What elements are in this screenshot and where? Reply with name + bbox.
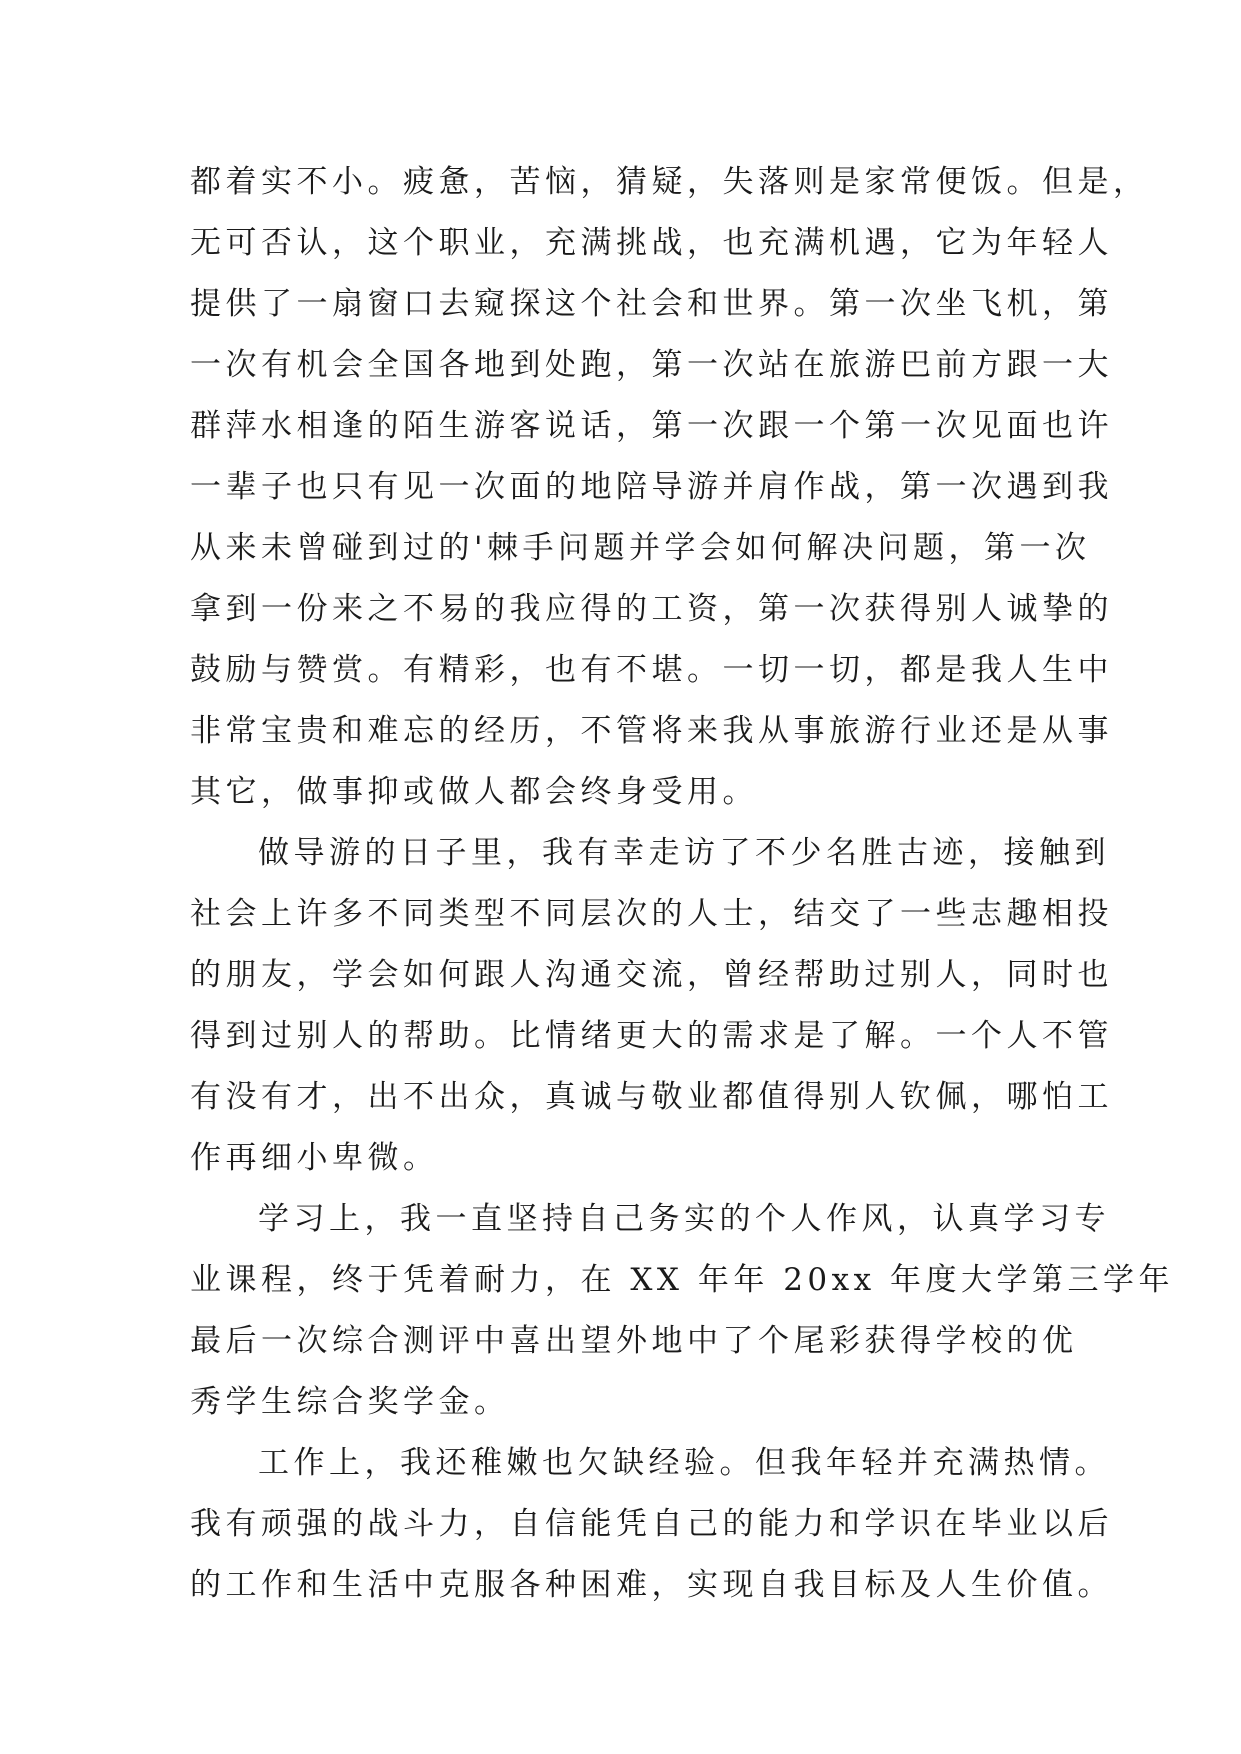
text-line: 群萍水相逢的陌生游客说话，第一次跟一个第一次见面也许 bbox=[190, 408, 1113, 444]
paragraph-start-line: 工作上，我还稚嫩也欠缺经验。但我年轻并充满热情。 bbox=[258, 1445, 1110, 1481]
text-line: 我有顽强的战斗力，自信能凭自己的能力和学识在毕业以后 bbox=[190, 1506, 1113, 1542]
text-line: 秀学生综合奖学金。 bbox=[190, 1384, 510, 1420]
text-line: 鼓励与赞赏。有精彩，也有不堪。一切一切，都是我人生中 bbox=[190, 652, 1113, 688]
text-line: 作再细小卑微。 bbox=[190, 1140, 439, 1176]
text-line: 无可否认，这个职业，充满挑战，也充满机遇，它为年轻人 bbox=[190, 225, 1113, 261]
text-line: 都着实不小。疲惫，苦恼，猜疑，失落则是家常便饭。但是， bbox=[190, 164, 1149, 200]
text-line: 提供了一扇窗口去窥探这个社会和世界。第一次坐飞机，第 bbox=[190, 286, 1113, 322]
text-line: 一次有机会全国各地到处跑，第一次站在旅游巴前方跟一大 bbox=[190, 347, 1113, 383]
text-line: 一辈子也只有见一次面的地陪导游并肩作战，第一次遇到我 bbox=[190, 469, 1113, 505]
text-line: 得到过别人的帮助。比情绪更大的需求是了解。一个人不管 bbox=[190, 1018, 1113, 1054]
text-line: 非常宝贵和难忘的经历，不管将来我从事旅游行业还是从事 bbox=[190, 713, 1113, 749]
text-line: 的朋友，学会如何跟人沟通交流，曾经帮助过别人，同时也 bbox=[190, 957, 1113, 993]
body-text bbox=[190, 152, 1174, 1616]
text-line: 业课程，终于凭着耐力，在 XX 年年 20xx 年度大学第三学年 bbox=[190, 1262, 1174, 1298]
text-line: 最后一次综合测评中喜出望外地中了个尾彩获得学校的优 bbox=[190, 1323, 1078, 1359]
text-line: 其它，做事抑或做人都会终身受用。 bbox=[190, 774, 758, 810]
paragraph-start-line: 做导游的日子里，我有幸走访了不少名胜古迹，接触到 bbox=[258, 835, 1110, 871]
text-line: 社会上许多不同类型不同层次的人士，结交了一些志趣相投 bbox=[190, 896, 1113, 932]
paragraph-start-line: 学习上，我一直坚持自己务实的个人作风，认真学习专 bbox=[258, 1201, 1110, 1237]
text-line: 有没有才，出不出众，真诚与敬业都值得别人钦佩，哪怕工 bbox=[190, 1079, 1113, 1115]
text-line: 从来未曾碰到过的'棘手问题并学会如何解决问题，第一次 bbox=[190, 530, 1091, 566]
text-line: 的工作和生活中克服各种困难，实现自我目标及人生价值。 bbox=[190, 1567, 1113, 1603]
text-line: 拿到一份来之不易的我应得的工资，第一次获得别人诚挚的 bbox=[190, 591, 1113, 627]
